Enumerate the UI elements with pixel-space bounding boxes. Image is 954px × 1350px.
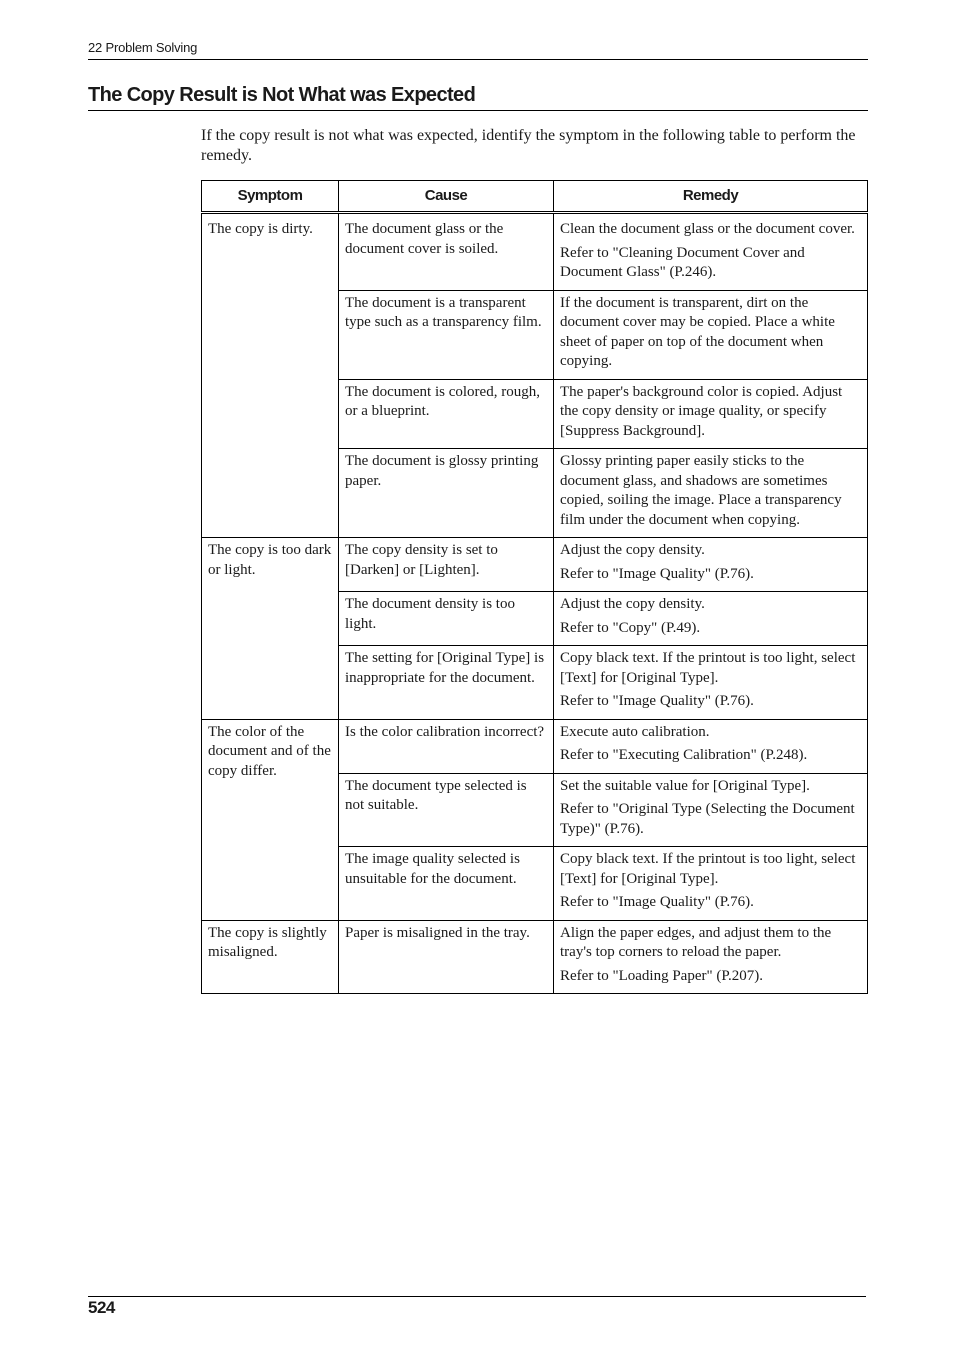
cause-cell: The document is glossy printing paper.	[339, 449, 554, 538]
troubleshooting-table	[201, 180, 868, 994]
table-row	[202, 538, 868, 592]
remedy-text: Copy black text. If the printout is too light, select [Text] for [Original Type].	[560, 851, 856, 887]
cause-cell: The document glass or the document cover is soiled.	[339, 213, 554, 291]
symptom-cell: The color of the document and of the copy differ.	[202, 719, 339, 920]
remedy-cell	[554, 847, 868, 921]
column-header-symptom: Symptom	[202, 181, 339, 213]
column-header-remedy: Remedy	[554, 181, 868, 213]
cause-cell: The image quality selected is unsuitable for the document.	[339, 847, 554, 921]
cause-cell: Paper is misaligned in the tray.	[339, 920, 554, 994]
cause-cell: Is the color calibration incorrect?	[339, 719, 554, 773]
table-row	[202, 920, 868, 994]
remedy-text: Align the paper edges, and adjust them to the tray's top corners to reload the paper.	[560, 924, 832, 960]
remedy-text: Clean the document glass or the document cover.	[560, 221, 855, 237]
cause-cell: The document density is too light.	[339, 592, 554, 646]
table-row	[202, 719, 868, 773]
remedy-reference: Refer to "Cleaning Document Cover and Document Glass" (P.246).	[560, 244, 805, 280]
remedy-reference: Refer to "Image Quality" (P.76).	[560, 693, 754, 709]
remedy-cell	[554, 290, 868, 379]
symptom-cell: The copy is dirty.	[202, 213, 339, 538]
footer-rule	[88, 1296, 866, 1297]
remedy-cell	[554, 449, 868, 538]
cause-cell: The document is a transparent type such as a transparency film.	[339, 290, 554, 379]
symptom-cell: The copy is too dark or light.	[202, 538, 339, 720]
remedy-text: Adjust the copy density.	[560, 596, 705, 612]
cause-cell: The document type selected is not suitable.	[339, 773, 554, 847]
remedy-cell	[554, 773, 868, 847]
remedy-text: Adjust the copy density.	[560, 542, 705, 558]
remedy-reference: Refer to "Image Quality" (P.76).	[560, 894, 754, 910]
table-header-row	[202, 181, 868, 213]
table-row	[202, 213, 868, 291]
cause-cell: The setting for [Original Type] is inappropriate for the document.	[339, 646, 554, 720]
remedy-text: Set the suitable value for [Original Type].	[560, 777, 810, 794]
intro-paragraph: If the copy result is not what was expected, identify the symptom in the following table to perform the remedy.	[201, 127, 856, 164]
remedy-reference: Refer to "Image Quality" (P.76).	[560, 565, 754, 582]
remedy-text: Execute auto calibration.	[560, 723, 710, 740]
remedy-text: If the document is transparent, dirt on the document cover may be copied. Place a white sheet of paper on top of the document when copying.	[560, 294, 835, 369]
cause-cell: The document is colored, rough, or a blueprint.	[339, 379, 554, 449]
running-header: 22 Problem Solving	[88, 40, 868, 60]
remedy-reference: Refer to "Executing Calibration" (P.248).	[560, 747, 808, 763]
remedy-text: Glossy printing paper easily sticks to the document glass, and shadows are sometimes copied, soiling the image. Place a transparency film under the document when copying.	[560, 453, 842, 528]
remedy-cell	[554, 719, 868, 773]
remedy-cell	[554, 538, 868, 592]
remedy-cell	[554, 646, 868, 720]
remedy-cell	[554, 592, 868, 646]
remedy-cell	[554, 213, 868, 291]
remedy-cell	[554, 379, 868, 449]
remedy-reference: Refer to "Original Type (Selecting the Document Type)" (P.76).	[560, 801, 855, 837]
remedy-reference: Refer to "Copy" (P.49).	[560, 619, 701, 636]
page-number: 524	[88, 1298, 115, 1317]
cause-cell: The copy density is set to [Darken] or [Lighten].	[339, 538, 554, 592]
remedy-text: Copy black text. If the printout is too light, select [Text] for [Original Type].	[560, 650, 856, 686]
remedy-cell	[554, 920, 868, 994]
column-header-cause: Cause	[339, 181, 554, 213]
remedy-text: The paper's background color is copied. Adjust the copy density or image quality, or specify [Suppress Background].	[560, 383, 843, 439]
section-title: The Copy Result is Not What was Expected	[88, 84, 868, 111]
remedy-reference: Refer to "Loading Paper" (P.207).	[560, 967, 764, 984]
symptom-cell: The copy is slightly misaligned.	[202, 920, 339, 994]
